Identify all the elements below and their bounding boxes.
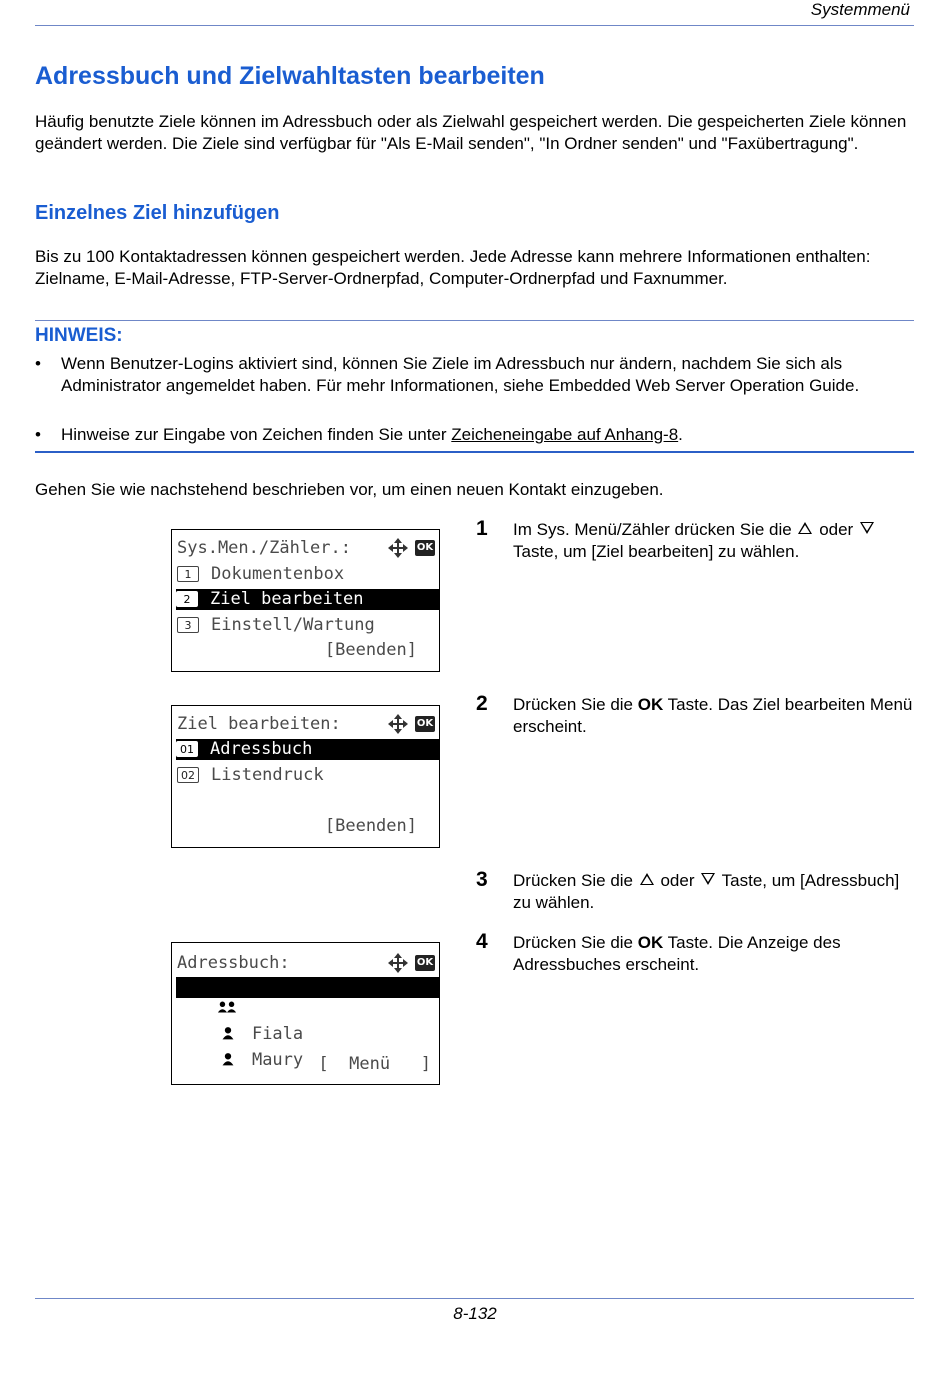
four-way-arrow-icon [387, 537, 409, 559]
note-item-text [61, 424, 911, 446]
item-label: Adressbuch [210, 739, 313, 759]
contact-entry-selected[interactable] [176, 977, 440, 1018]
lcd-menu-item-selected[interactable] [176, 739, 440, 760]
bullet-dot: • [35, 425, 41, 444]
step-number: 3 [476, 868, 488, 891]
up-triangle-key-icon [798, 522, 812, 534]
exit-softkey[interactable]: [Beenden] [324, 816, 417, 836]
section-paragraph: Bis zu 100 Kontaktadressen können gespeichert werden. Jede Adresse kann mehrere Informationen enthalten: Zielname, E-Mail-Adresse, FTP-Server-Ordnerpfad, Computer-Ordnerpfad und Faxnummer. [35, 247, 871, 288]
item-label: Ziel bearbeiten [210, 589, 364, 609]
step-text [513, 694, 913, 738]
contact-name: Design [250, 998, 313, 1018]
lcd-title: Adressbuch: [177, 953, 290, 973]
item-number: 2 [176, 591, 198, 607]
lcd-menu-item-selected[interactable] [176, 589, 440, 610]
exit-softkey[interactable]: [Beenden] [324, 640, 417, 660]
section-title: Einzelnes Ziel hinzufügen [35, 202, 280, 224]
lcd-menu-item[interactable] [177, 615, 441, 636]
contact-entry[interactable] [177, 1003, 441, 1044]
item-label: Listendruck [211, 765, 324, 785]
note-item-suffix: . [678, 425, 683, 444]
four-way-arrow-icon [387, 713, 409, 735]
page-number: 8-132 [453, 1304, 497, 1323]
up-triangle-key-icon [640, 873, 654, 885]
step-text-part: Taste. Die Anzeige des Adressbuches erscheint. [513, 933, 841, 974]
step-text-part: oder [814, 520, 858, 539]
note-item [35, 353, 905, 419]
header-rule [35, 25, 914, 26]
item-number: 1 [177, 566, 199, 582]
ok-key-icon: OK [415, 716, 435, 732]
contact-name: Maury [251, 1050, 304, 1070]
note-bottom-rule [35, 451, 914, 453]
ok-key-icon: OK [415, 955, 435, 971]
down-triangle-key-icon [860, 522, 874, 534]
step-number: 1 [476, 517, 488, 540]
intro-paragraph: Häufig benutzte Ziele können im Adressbuch oder als Zielwahl gespeichert werden. Die gespeicherten Ziele können geändert werden. Die Ziele sind verfügbar für "Als E-Mail senden", "In Ordner senden" und "Faxübertragung". [35, 112, 907, 153]
lcd-screen-address-book [171, 942, 440, 1085]
lcd-screen-system-menu [171, 529, 440, 672]
step-text-part: Drücken Sie die [513, 695, 638, 714]
item-number: 3 [177, 617, 199, 633]
step-text-part: Drücken Sie die [513, 933, 638, 952]
step-text-part: oder [655, 871, 700, 890]
bullet-dot: • [35, 354, 41, 373]
step-text-part: Drücken Sie die [513, 871, 638, 890]
note-title: HINWEIS: [35, 325, 123, 346]
lcd-screen-edit-destination [171, 705, 440, 848]
running-header: Systemmenü [810, 0, 910, 19]
item-number: 01 [176, 741, 198, 757]
lcd-title: Ziel bearbeiten: [177, 714, 341, 734]
step-text [513, 870, 913, 914]
step-number: 4 [476, 930, 488, 953]
contact-name: Fiala [251, 1024, 304, 1044]
four-way-arrow-icon [387, 952, 409, 974]
note-item-prefix: Hinweise zur Eingabe von Zeichen finden Sie unter [61, 425, 452, 444]
step-text-part: Im Sys. Menü/Zähler drücken Sie die [513, 520, 797, 539]
item-label: Dokumentenbox [211, 564, 345, 584]
lcd-menu-item[interactable] [177, 765, 441, 786]
item-label: Einstell/Wartung [211, 615, 375, 635]
step-number: 2 [476, 692, 488, 715]
step-text [513, 519, 913, 563]
person-contact-icon [218, 1051, 238, 1067]
item-number: 02 [177, 767, 199, 783]
menu-softkey[interactable]: [ Menü ] [318, 1054, 431, 1074]
down-triangle-key-icon [701, 873, 715, 885]
ok-key-label: OK [637, 695, 664, 714]
ok-key-icon: OK [415, 540, 435, 556]
note-top-rule [35, 320, 914, 321]
step-text-part: Taste. Das Ziel bearbeiten Menü erscheint. [513, 695, 913, 736]
procedure-intro: Gehen Sie wie nachstehend beschrieben vor, um einen neuen Kontakt einzugeben. [35, 480, 664, 499]
footer-rule [35, 1298, 914, 1299]
step-text [513, 932, 913, 976]
page-title: Adressbuch und Zielwahltasten bearbeiten [35, 62, 545, 90]
step-text-part: Taste, um [Ziel bearbeiten] zu wählen. [513, 542, 800, 561]
ok-key-label: OK [637, 933, 664, 952]
character-entry-link[interactable]: Zeicheneingabe auf Anhang-8 [451, 425, 679, 444]
note-item [35, 424, 905, 446]
lcd-menu-item[interactable] [177, 564, 441, 585]
step-text-part: Taste, um [Adressbuch] zu wählen. [513, 871, 900, 912]
note-item-text: Wenn Benutzer-Logins aktiviert sind, können Sie Ziele im Adressbuch nur ändern, nachdem Sie sich als Administrator angemeldet haben. Für mehr Informationen, siehe Embedded Web Server Operation Guide. [61, 354, 860, 395]
lcd-title: Sys.Men./Zähler.: [177, 538, 351, 558]
